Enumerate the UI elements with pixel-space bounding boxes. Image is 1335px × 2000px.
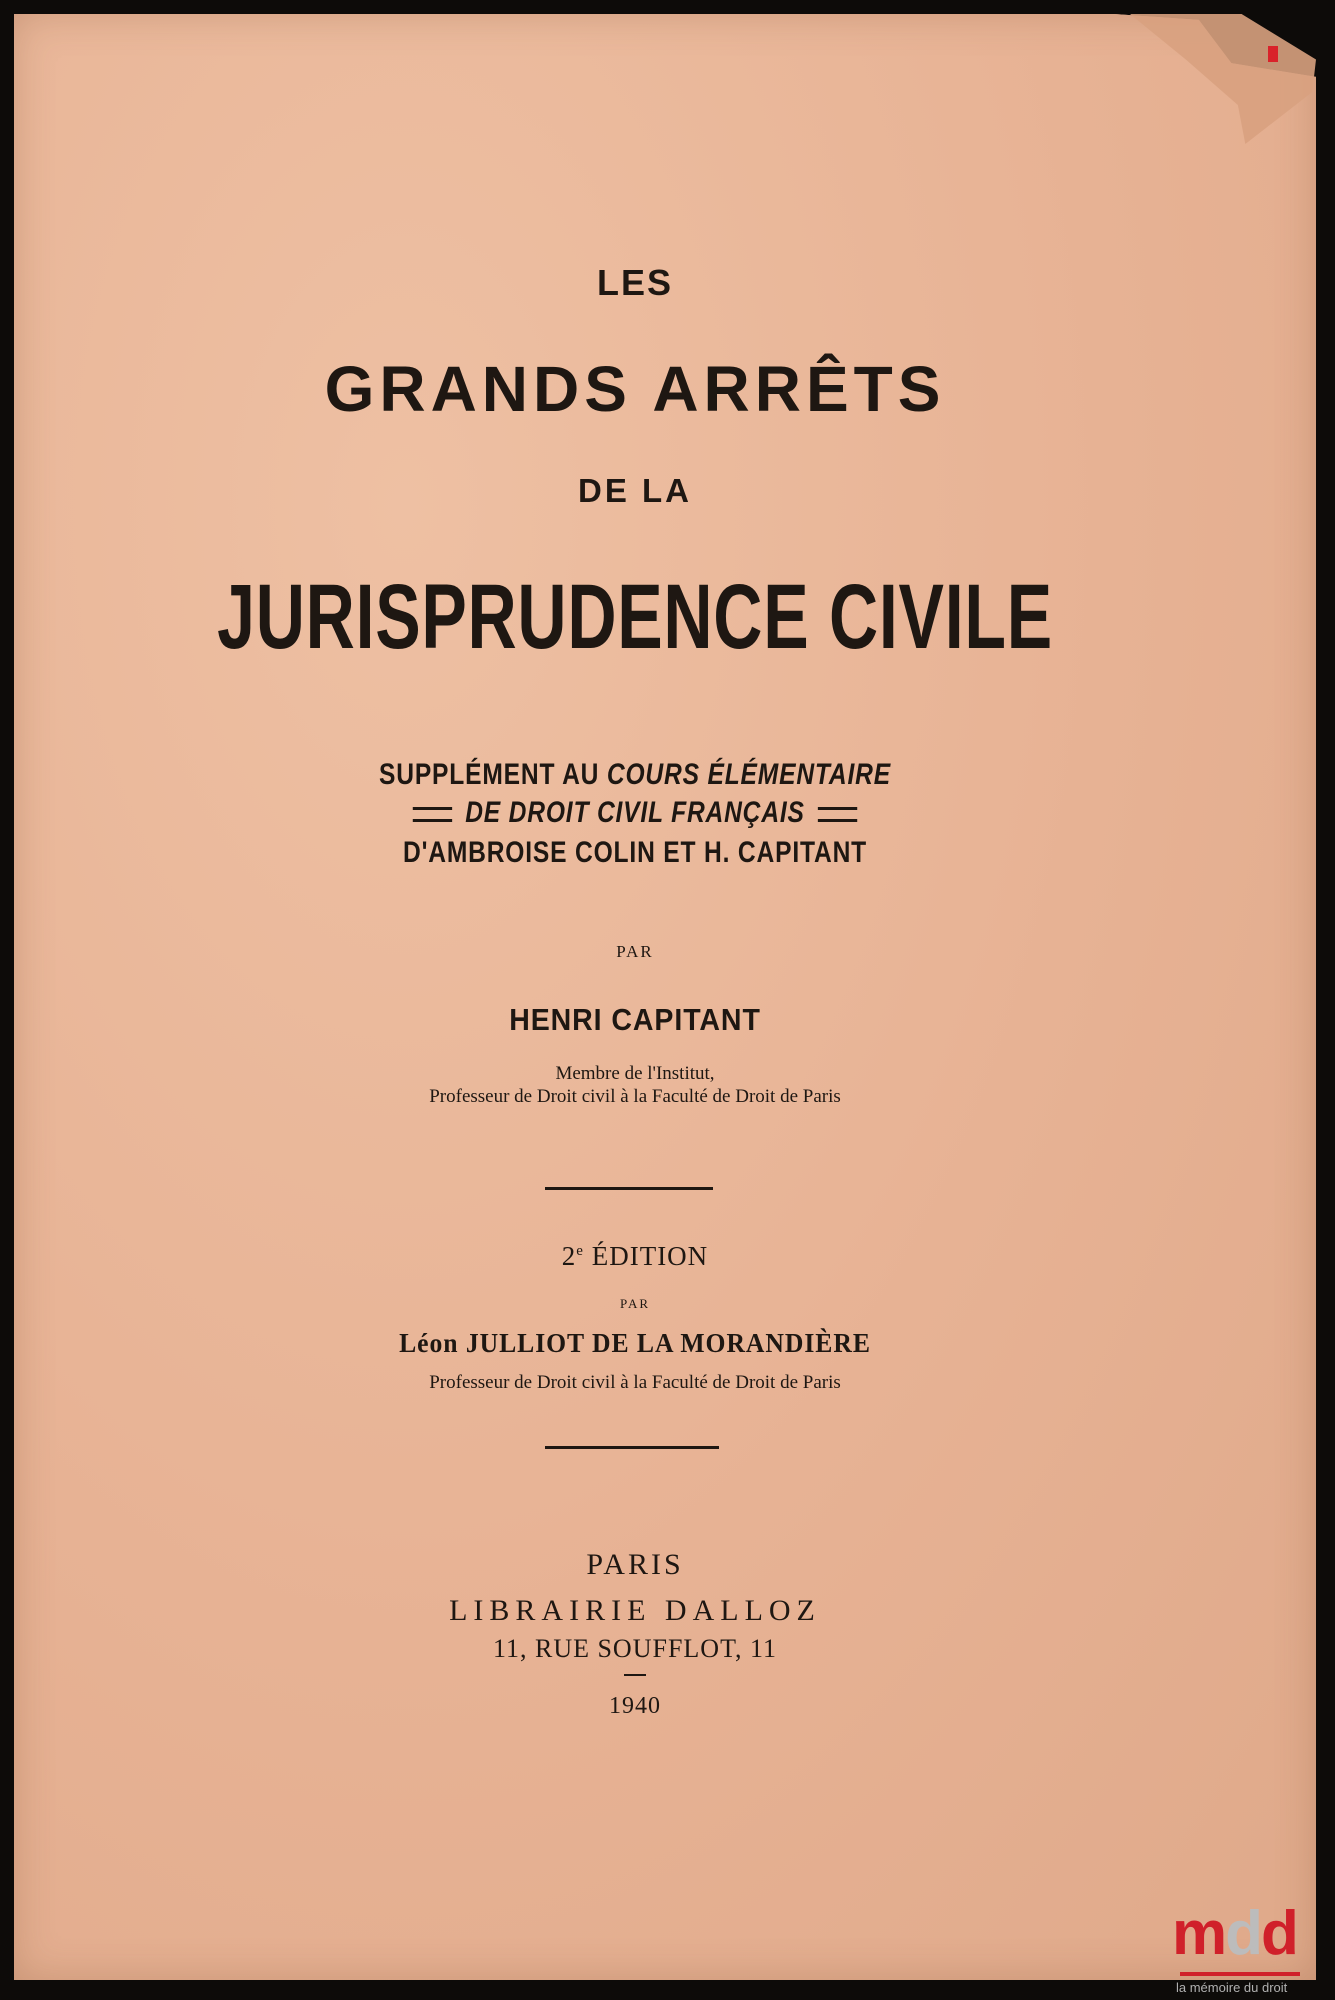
logo-d-grey: d [1225,1899,1262,1968]
supplement-line-2-text: DE DROIT CIVIL FRANÇAIS [465,796,805,829]
edition [0,1241,1270,1272]
by-label-2: PAR [619,1296,651,1311]
title-line-2: GRANDS ARRÊTS [324,353,946,425]
publication-year: 1940 [609,1693,661,1719]
edition-superscript: e [576,1243,584,1259]
author-name: HENRI CAPITANT [509,1002,761,1037]
reviser-affiliation: Professeur de Droit civil à la Faculté de Droit de Paris [429,1372,841,1393]
edition-label: ÉDITION [583,1241,709,1271]
by-label: PAR [616,942,654,961]
supplement-italic: COURS ÉLÉMENTAIRE [606,758,891,791]
divider-rule-2 [545,1446,719,1449]
logo-m: m [1172,1899,1226,1968]
logo-d-red: d [1261,1899,1297,1968]
author-affiliation-1: Membre de l'Institut, [555,1063,715,1084]
reviser-name: Léon JULLIOT DE LA MORANDIÈRE [399,1328,871,1358]
title-line-3: DE LA [578,472,692,509]
watermark-logo [1172,1898,1332,1998]
supplement-line-2 [114,796,1155,830]
supplement-line-3: D'AMBROISE COLIN ET H. CAPITANT [402,836,868,869]
publisher-city: PARIS [586,1548,684,1581]
logo-mark [1172,1898,1297,1969]
short-dash [624,1674,646,1676]
double-rule-right [818,807,857,822]
title-line-4: JURISPRUDENCE CIVILE [217,566,1053,668]
author-affiliation-2: Professeur de Droit civil à la Faculté de Droit de Paris [429,1086,841,1107]
edition-number: 2 [561,1241,577,1271]
logo-bar [1180,1972,1300,1976]
double-rule-left [413,807,452,822]
supplement-line-1 [114,758,1155,792]
publisher-name: LIBRAIRIE DALLOZ [449,1594,821,1627]
supplement-prefix: SUPPLÉMENT AU [379,758,607,791]
divider-rule-1 [545,1187,713,1190]
logo-tagline: la mémoire du droit [1176,1980,1288,1995]
publisher-address: 11, RUE SOUFFLOT, 11 [492,1634,778,1663]
title-line-1: LES [596,262,673,303]
